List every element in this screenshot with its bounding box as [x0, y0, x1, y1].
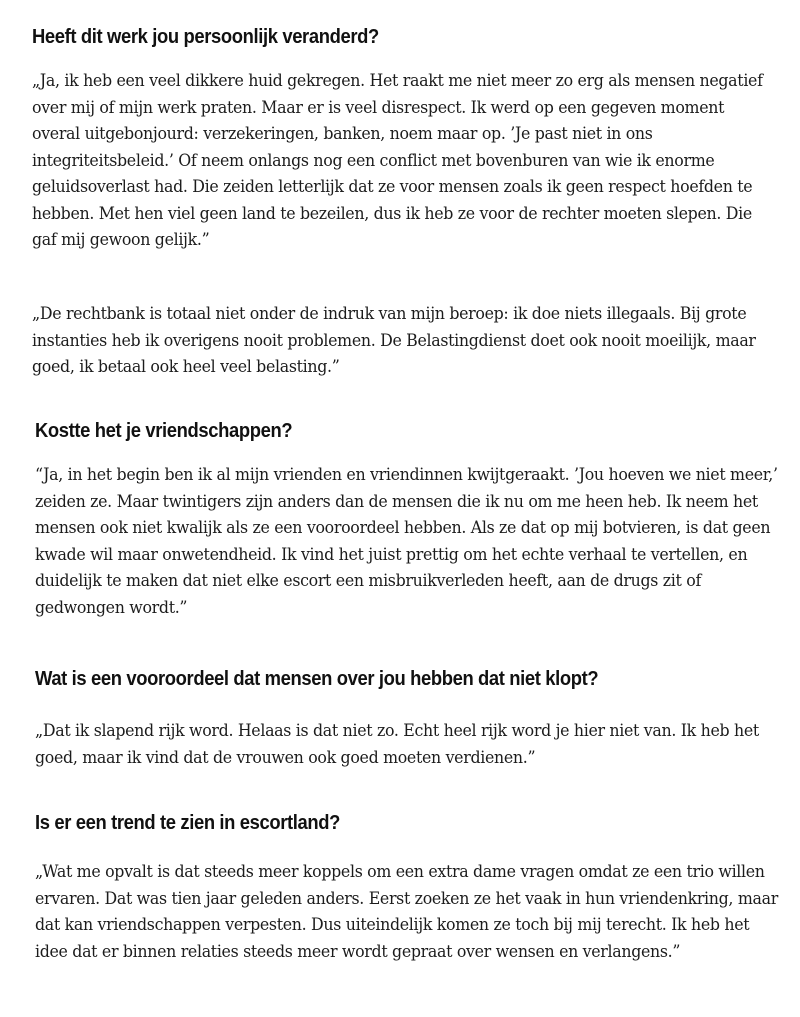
- answer-paragraph: „Ja, ik heb een veel dikkere huid gekregen. Het raakt me niet meer zo erg als mensen negatief over mij of mijn werk praten. Maar er is veel disrespect. Ik werd op een gegeven moment overal uitgebonjourd: verzekeringen, banken, noem maar op. ’Je past niet in ons integriteitsbeleid.’ Of neem onlangs nog een conflict met bovenburen van wie ik enorme geluidsoverlast had. Die zeiden letterlijk dat ze voor mensen zoals ik geen respect hoefden te hebben. Met hen viel geen land te bezeilen, dus ik heb ze voor de rechter moeten slepen. Die gaf mij gewoon gelijk.”: [32, 71, 763, 250]
- question-heading: Heeft dit werk jou persoonlijk veranderd?: [32, 26, 379, 48]
- question-heading: Is er een trend te zien in escortland?: [35, 812, 341, 834]
- answer-paragraph: „Wat me opvalt is dat steeds meer koppels om een extra dame vragen omdat ze een trio willen ervaren. Dat was tien jaar geleden anders. Eerst zoeken ze het vaak in hun vriendenkring, maar dat kan vriendschappen verpesten. Dus uiteindelijk komen ze toch bij mij terecht. Ik heb het idee dat er binnen relaties steeds meer wordt gepraat over wensen en verlangens.”: [35, 862, 778, 962]
- answer-paragraph: „De rechtbank is totaal niet onder de indruk van mijn beroep: ik doe niets illegaals. Bij grote instanties heb ik overigens nooit problemen. De Belastingdienst doet ook nooit moeilijk, maar goed, ik betaal ook heel veel belasting.”: [32, 304, 756, 377]
- answer-paragraph: „Dat ik slapend rijk word. Helaas is dat niet zo. Echt heel rijk word je hier niet van. Ik heb het goed, maar ik vind dat de vrouwen ook goed moeten verdienen.”: [35, 721, 759, 768]
- answer-paragraph: “Ja, in het begin ben ik al mijn vrienden en vriendinnen kwijtgeraakt. ’Jou hoeven we niet meer,’ zeiden ze. Maar twintigers zijn anders dan de mensen die ik nu om me heen heb. Ik neem het mensen ook niet kwalijk als ze een vooroordeel hebben. Als ze dat op mij botvieren, is dat geen kwade wil maar onwetendheid. Ik vind het juist prettig om het echte verhaal te vertellen, en duidelijk te maken dat niet elke escort een misbruikverleden heeft, aan de drugs zit of gedwongen wordt.”: [35, 465, 778, 618]
- question-heading: Wat is een vooroordeel dat mensen over jou hebben dat niet klopt?: [35, 668, 599, 690]
- question-heading: Kostte het je vriendschappen?: [35, 420, 293, 442]
